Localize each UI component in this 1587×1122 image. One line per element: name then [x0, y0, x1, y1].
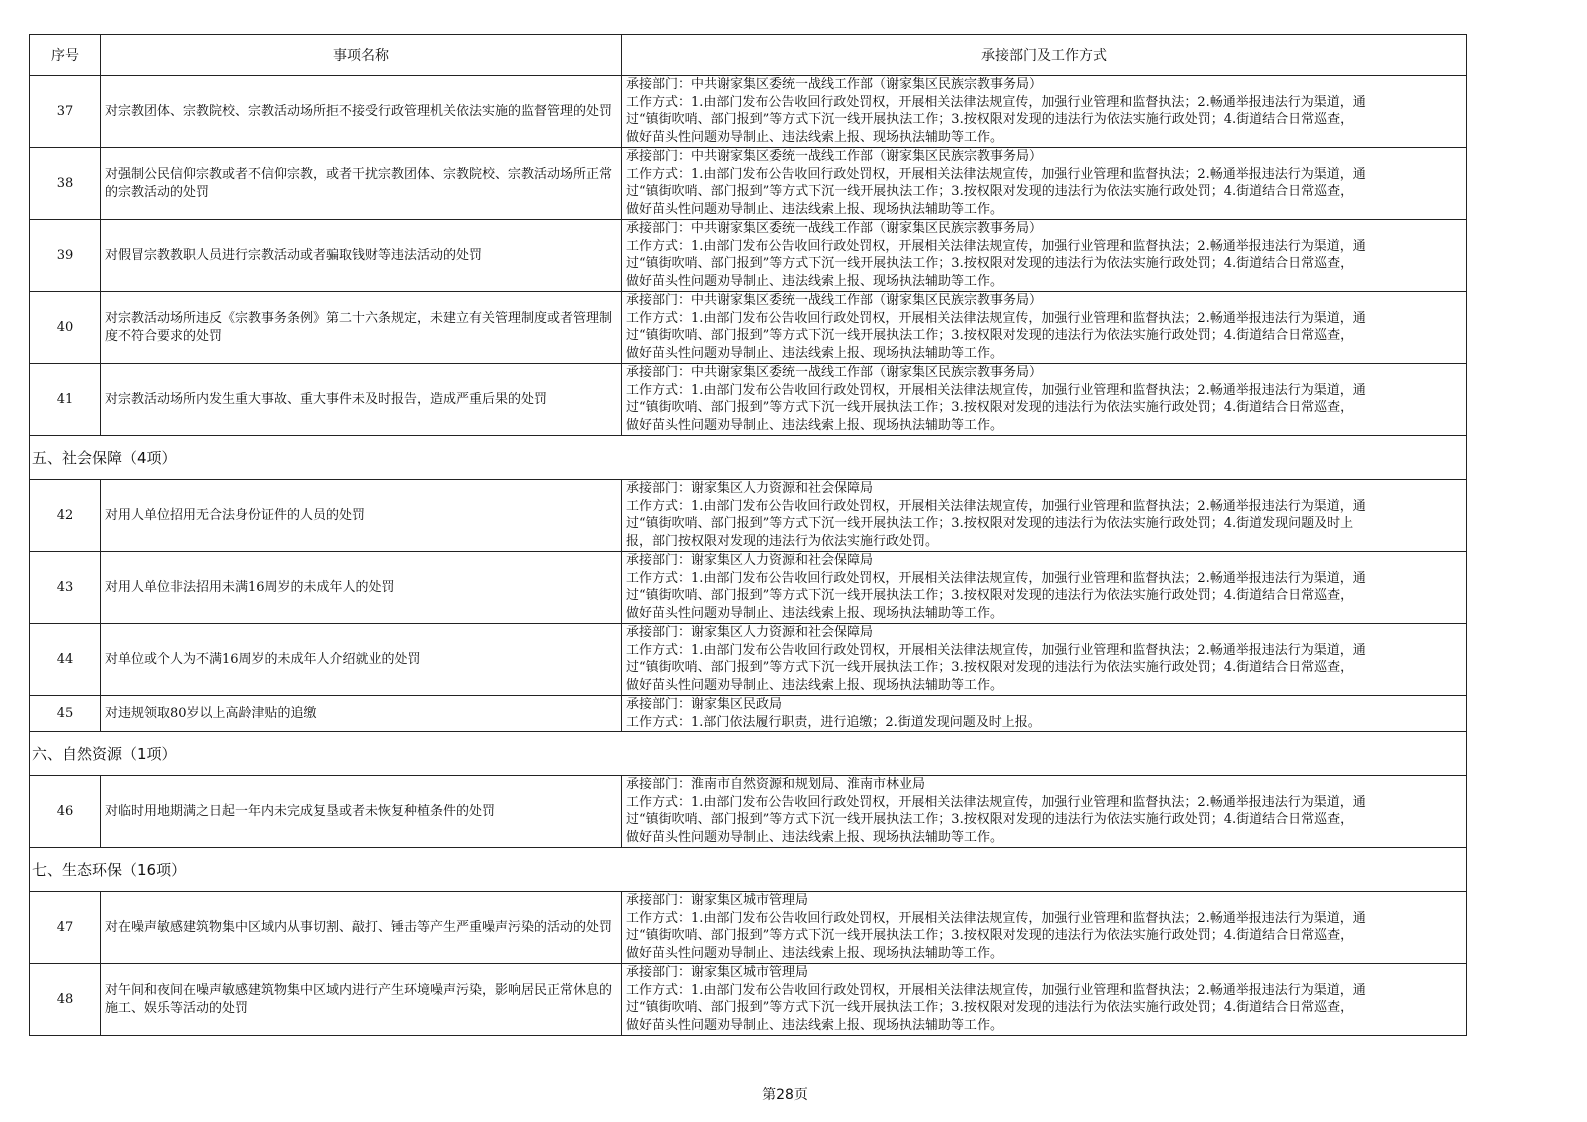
department-method-cell	[622, 696, 1467, 732]
section-title: 六、自然资源（1项）	[30, 732, 1467, 776]
table-row	[30, 624, 1467, 696]
department-method-cell	[622, 364, 1467, 436]
work-method: 工作方式：1.由部门发布公告收回行政处罚权，开展相关法律法规宣传，加强行业管理和监督执法；2.畅通举报违法行为渠道，通 过“镇街吹哨、部门报到”等方式下沉一线开展执法工作；3.按权限对发现的违法行为依法实施行政处罚；4.街道结合日常巡查， 做好苗头性问题劝导制止、违法线索上报、现场执法辅助等工作。	[626, 910, 1366, 961]
work-method: 工作方式：1.由部门发布公告收回行政处罚权，开展相关法律法规宣传，加强行业管理和监督执法；2.畅通举报违法行为渠道，通 过“镇街吹哨、部门报到”等方式下沉一线开展执法工作；3.按权限对发现的违法行为依法实施行政处罚；4.街道结合日常巡查， 做好苗头性问题劝导制止、违法线索上报、现场执法辅助等工作。	[626, 166, 1366, 217]
table-row	[30, 552, 1467, 624]
header-number: 序号	[30, 35, 101, 76]
table-row	[30, 76, 1467, 148]
row-number: 39	[30, 220, 101, 292]
receiving-department: 承接部门：中共谢家集区委统一战线工作部（谢家集区民族宗教事务局）	[626, 293, 1043, 308]
table-row	[30, 292, 1467, 364]
department-method-cell	[622, 76, 1467, 148]
receiving-department: 承接部门：淮南市自然资源和规划局、淮南市林业局	[626, 777, 926, 792]
table-row	[30, 776, 1467, 848]
work-method: 工作方式：1.由部门发布公告收回行政处罚权，开展相关法律法规宣传，加强行业管理和监督执法；2.畅通举报违法行为渠道，通 过“镇街吹哨、部门报到”等方式下沉一线开展执法工作；3.按权限对发现的违法行为依法实施行政处罚；4.街道结合日常巡查， 做好苗头性问题劝导制止、违法线索上报、现场执法辅助等工作。	[626, 570, 1366, 621]
section-header-row	[30, 848, 1467, 892]
department-method-cell	[622, 624, 1467, 696]
work-method: 工作方式：1.由部门发布公告收回行政处罚权，开展相关法律法规宣传，加强行业管理和监督执法；2.畅通举报违法行为渠道，通 过“镇街吹哨、部门报到”等方式下沉一线开展执法工作；3.按权限对发现的违法行为依法实施行政处罚；4.街道结合日常巡查， 做好苗头性问题劝导制止、违法线索上报、现场执法辅助等工作。	[626, 982, 1366, 1033]
header-department-method: 承接部门及工作方式	[622, 35, 1467, 76]
section-title: 五、社会保障（4项）	[30, 436, 1467, 480]
item-name: 对午间和夜间在噪声敏感建筑物集中区域内进行产生环境噪声污染，影响居民正常休息的施工、娱乐等活动的处罚	[101, 964, 622, 1036]
section-header-row	[30, 732, 1467, 776]
department-method-cell	[622, 220, 1467, 292]
table-row	[30, 364, 1467, 436]
row-number: 46	[30, 776, 101, 848]
table-row	[30, 480, 1467, 552]
row-number: 41	[30, 364, 101, 436]
work-method: 工作方式：1.由部门发布公告收回行政处罚权，开展相关法律法规宣传，加强行业管理和监督执法；2.畅通举报违法行为渠道，通 过“镇街吹哨、部门报到”等方式下沉一线开展执法工作；3.按权限对发现的违法行为依法实施行政处罚；4.街道结合日常巡查， 做好苗头性问题劝导制止、违法线索上报、现场执法辅助等工作。	[626, 642, 1366, 693]
department-method-cell	[622, 776, 1467, 848]
header-item-name: 事项名称	[101, 35, 622, 76]
item-name: 对强制公民信仰宗教或者不信仰宗教，或者干扰宗教团体、宗教院校、宗教活动场所正常的宗教活动的处罚	[101, 148, 622, 220]
department-method-cell	[622, 292, 1467, 364]
work-method: 工作方式：1.由部门发布公告收回行政处罚权，开展相关法律法规宣传，加强行业管理和监督执法；2.畅通举报违法行为渠道，通 过“镇街吹哨、部门报到”等方式下沉一线开展执法工作；3.按权限对发现的违法行为依法实施行政处罚；4.街道发现问题及时上 报，部门按权限对发现的违法行为依法实施行政处罚。	[626, 498, 1366, 549]
item-name: 对临时用地期满之日起一年内未完成复垦或者未恢复种植条件的处罚	[101, 776, 622, 848]
department-method-cell	[622, 892, 1467, 964]
row-number: 45	[30, 696, 101, 732]
department-method-cell	[622, 148, 1467, 220]
work-method: 工作方式：1.由部门发布公告收回行政处罚权，开展相关法律法规宣传，加强行业管理和监督执法；2.畅通举报违法行为渠道，通 过“镇街吹哨、部门报到”等方式下沉一线开展执法工作；3.按权限对发现的违法行为依法实施行政处罚；4.街道结合日常巡查， 做好苗头性问题劝导制止、违法线索上报、现场执法辅助等工作。	[626, 794, 1366, 845]
receiving-department: 承接部门：谢家集区人力资源和社会保障局	[626, 625, 874, 640]
department-method-cell	[622, 964, 1467, 1036]
work-method: 工作方式：1.部门依法履行职责，进行追缴；2.街道发现问题及时上报。	[626, 714, 1041, 730]
receiving-department: 承接部门：谢家集区人力资源和社会保障局	[626, 553, 874, 568]
row-number: 37	[30, 76, 101, 148]
table-row	[30, 964, 1467, 1036]
table-body	[30, 76, 1467, 1036]
table-row	[30, 696, 1467, 732]
section-header-row	[30, 436, 1467, 480]
document-table	[29, 34, 1467, 1036]
row-number: 38	[30, 148, 101, 220]
receiving-department: 承接部门：谢家集区人力资源和社会保障局	[626, 481, 874, 496]
item-name: 对违规领取80岁以上高龄津贴的追缴	[101, 696, 622, 732]
item-name: 对宗教团体、宗教院校、宗教活动场所拒不接受行政管理机关依法实施的监督管理的处罚	[101, 76, 622, 148]
receiving-department: 承接部门：中共谢家集区委统一战线工作部（谢家集区民族宗教事务局）	[626, 365, 1043, 380]
work-method: 工作方式：1.由部门发布公告收回行政处罚权，开展相关法律法规宣传，加强行业管理和监督执法；2.畅通举报违法行为渠道，通 过“镇街吹哨、部门报到”等方式下沉一线开展执法工作；3.按权限对发现的违法行为依法实施行政处罚；4.街道结合日常巡查， 做好苗头性问题劝导制止、违法线索上报、现场执法辅助等工作。	[626, 310, 1366, 361]
item-name: 对在噪声敏感建筑物集中区域内从事切割、敲打、锤击等产生严重噪声污染的活动的处罚	[101, 892, 622, 964]
table-row	[30, 220, 1467, 292]
item-name: 对用人单位招用无合法身份证件的人员的处罚	[101, 480, 622, 552]
section-title: 七、生态环保（16项）	[30, 848, 1467, 892]
receiving-department: 承接部门：谢家集区城市管理局	[626, 893, 809, 908]
row-number: 42	[30, 480, 101, 552]
work-method: 工作方式：1.由部门发布公告收回行政处罚权，开展相关法律法规宣传，加强行业管理和监督执法；2.畅通举报违法行为渠道，通 过“镇街吹哨、部门报到”等方式下沉一线开展执法工作；3.按权限对发现的违法行为依法实施行政处罚；4.街道结合日常巡查， 做好苗头性问题劝导制止、违法线索上报、现场执法辅助等工作。	[626, 382, 1366, 433]
receiving-department: 承接部门：谢家集区城市管理局	[626, 965, 809, 980]
item-name: 对用人单位非法招用未满16周岁的未成年人的处罚	[101, 552, 622, 624]
table-row	[30, 892, 1467, 964]
row-number: 43	[30, 552, 101, 624]
receiving-department: 承接部门：中共谢家集区委统一战线工作部（谢家集区民族宗教事务局）	[626, 149, 1043, 164]
work-method: 工作方式：1.由部门发布公告收回行政处罚权，开展相关法律法规宣传，加强行业管理和监督执法；2.畅通举报违法行为渠道，通 过“镇街吹哨、部门报到”等方式下沉一线开展执法工作；3.按权限对发现的违法行为依法实施行政处罚；4.街道结合日常巡查， 做好苗头性问题劝导制止、违法线索上报、现场执法辅助等工作。	[626, 238, 1366, 289]
item-name: 对假冒宗教教职人员进行宗教活动或者骗取钱财等违法活动的处罚	[101, 220, 622, 292]
table-row	[30, 148, 1467, 220]
receiving-department: 承接部门：中共谢家集区委统一战线工作部（谢家集区民族宗教事务局）	[626, 77, 1043, 92]
department-method-cell	[622, 552, 1467, 624]
row-number: 48	[30, 964, 101, 1036]
receiving-department: 承接部门：谢家集区民政局	[626, 697, 783, 712]
item-name: 对宗教活动场所内发生重大事故、重大事件未及时报告，造成严重后果的处罚	[101, 364, 622, 436]
work-method: 工作方式：1.由部门发布公告收回行政处罚权，开展相关法律法规宣传，加强行业管理和监督执法；2.畅通举报违法行为渠道，通 过“镇街吹哨、部门报到”等方式下沉一线开展执法工作；3.按权限对发现的违法行为依法实施行政处罚；4.街道结合日常巡查， 做好苗头性问题劝导制止、违法线索上报、现场执法辅助等工作。	[626, 94, 1366, 145]
row-number: 47	[30, 892, 101, 964]
item-name: 对单位或个人为不满16周岁的未成年人介绍就业的处罚	[101, 624, 622, 696]
receiving-department: 承接部门：中共谢家集区委统一战线工作部（谢家集区民族宗教事务局）	[626, 221, 1043, 236]
row-number: 44	[30, 624, 101, 696]
department-method-cell	[622, 480, 1467, 552]
row-number: 40	[30, 292, 101, 364]
item-name: 对宗教活动场所违反《宗教事务条例》第二十六条规定，未建立有关管理制度或者管理制度不符合要求的处罚	[101, 292, 622, 364]
page-number: 第28页	[762, 1087, 808, 1103]
table-header-row	[30, 35, 1467, 76]
